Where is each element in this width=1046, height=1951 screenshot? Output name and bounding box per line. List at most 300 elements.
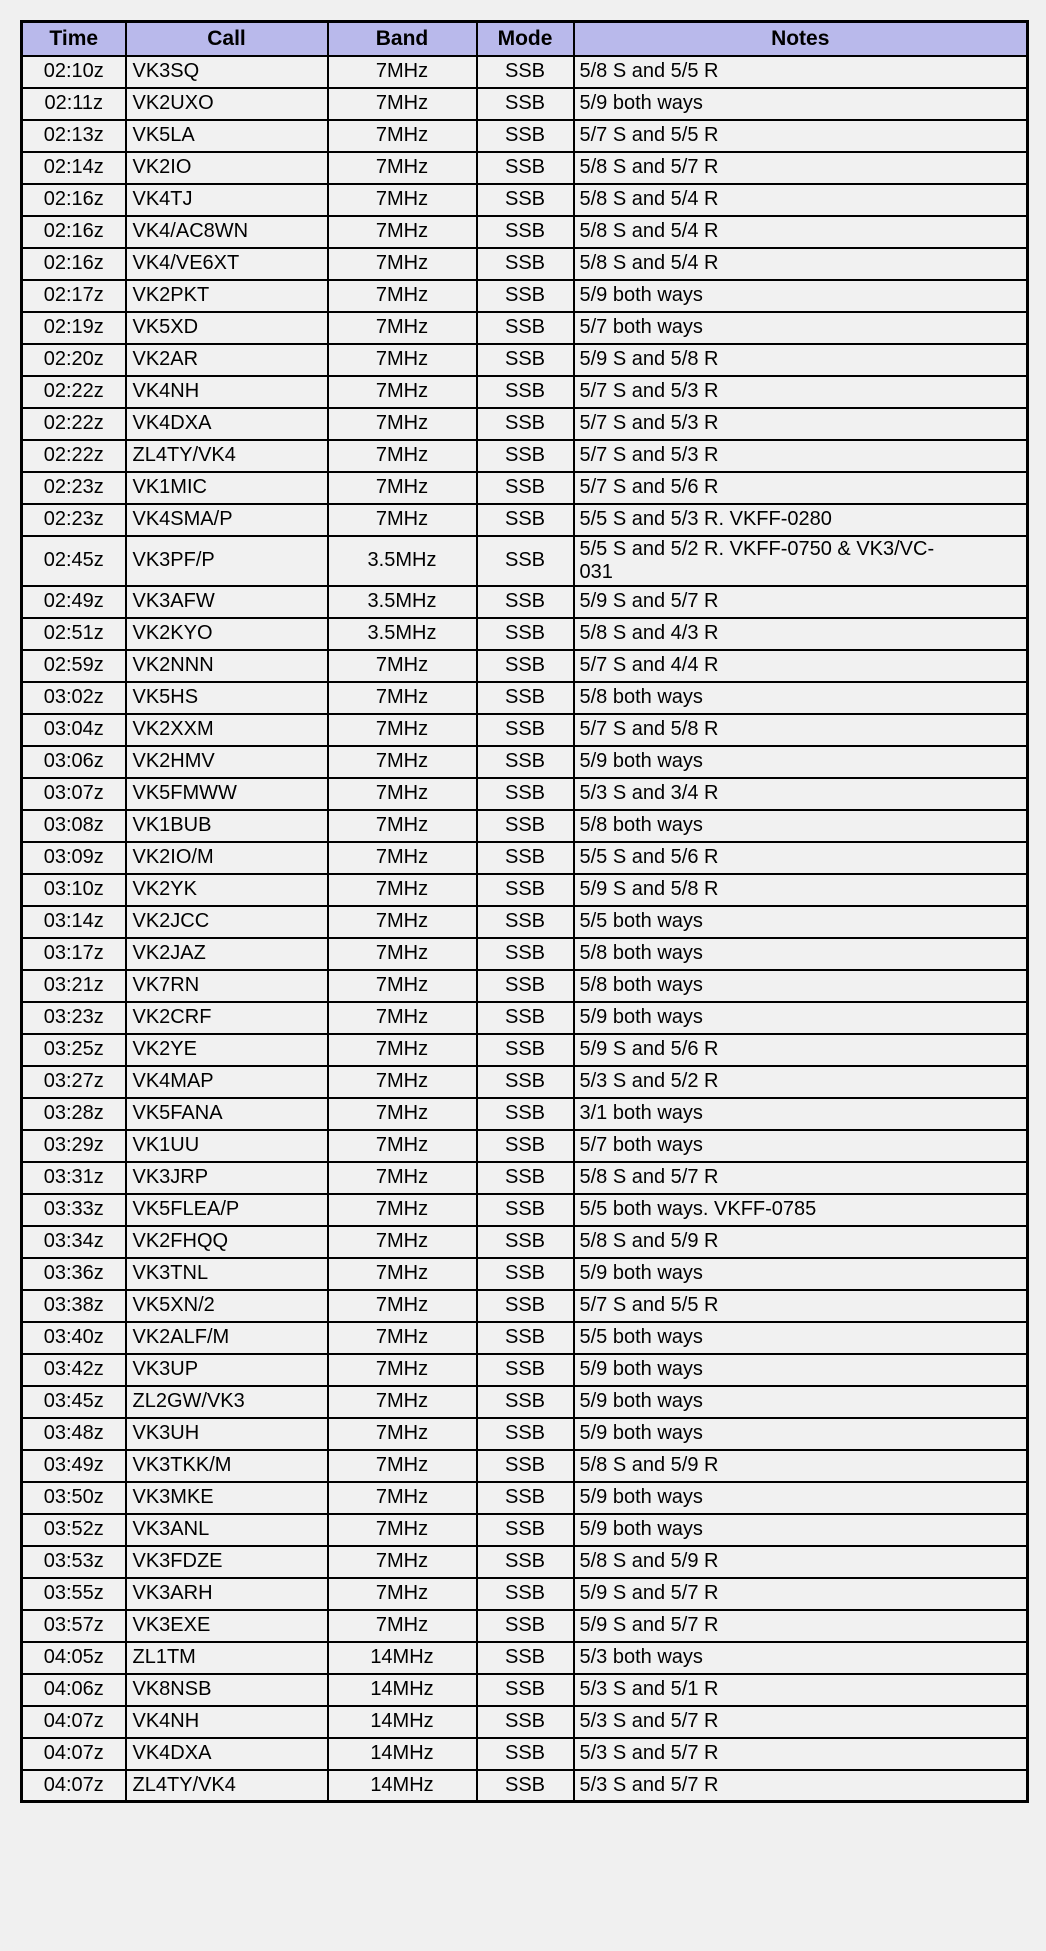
log-row — [22, 184, 1028, 216]
cell-mode: SSB — [477, 1258, 574, 1290]
cell-notes: 5/9 S and 5/7 R — [574, 586, 1028, 618]
cell-time: 04:07z — [22, 1770, 126, 1802]
log-row — [22, 1034, 1028, 1066]
log-row — [22, 376, 1028, 408]
cell-time: 03:57z — [22, 1610, 126, 1642]
cell-band: 7MHz — [328, 1098, 477, 1130]
cell-notes: 5/9 both ways — [574, 1258, 1028, 1290]
cell-call: ZL4TY/VK4 — [126, 1770, 328, 1802]
cell-time: 02:17z — [22, 280, 126, 312]
cell-band: 7MHz — [328, 874, 477, 906]
log-row — [22, 1130, 1028, 1162]
cell-mode: SSB — [477, 650, 574, 682]
cell-mode: SSB — [477, 1354, 574, 1386]
log-row — [22, 682, 1028, 714]
log-row — [22, 472, 1028, 504]
log-row — [22, 1258, 1028, 1290]
cell-mode: SSB — [477, 280, 574, 312]
cell-time: 03:07z — [22, 778, 126, 810]
cell-time: 03:34z — [22, 1226, 126, 1258]
cell-time: 04:05z — [22, 1642, 126, 1674]
log-table-header — [22, 22, 1028, 56]
cell-mode: SSB — [477, 1130, 574, 1162]
cell-notes: 5/8 S and 4/3 R — [574, 618, 1028, 650]
cell-notes: 5/9 both ways — [574, 1386, 1028, 1418]
cell-mode: SSB — [477, 376, 574, 408]
cell-mode: SSB — [477, 778, 574, 810]
cell-time: 03:49z — [22, 1450, 126, 1482]
log-row — [22, 1322, 1028, 1354]
cell-mode: SSB — [477, 1162, 574, 1194]
cell-mode: SSB — [477, 536, 574, 586]
cell-time: 03:21z — [22, 970, 126, 1002]
cell-time: 03:14z — [22, 906, 126, 938]
cell-band: 7MHz — [328, 472, 477, 504]
cell-call: VK5FANA — [126, 1098, 328, 1130]
cell-time: 03:33z — [22, 1194, 126, 1226]
cell-call: VK3JRP — [126, 1162, 328, 1194]
log-row — [22, 1066, 1028, 1098]
cell-band: 7MHz — [328, 88, 477, 120]
log-row — [22, 1642, 1028, 1674]
log-row — [22, 1002, 1028, 1034]
cell-call: VK2UXO — [126, 88, 328, 120]
cell-mode: SSB — [477, 120, 574, 152]
cell-call: VK2HMV — [126, 746, 328, 778]
cell-call: VK3UP — [126, 1354, 328, 1386]
cell-call: VK3ARH — [126, 1578, 328, 1610]
cell-notes: 5/7 S and 5/5 R — [574, 120, 1028, 152]
cell-band: 7MHz — [328, 1578, 477, 1610]
cell-mode: SSB — [477, 1098, 574, 1130]
log-row — [22, 440, 1028, 472]
cell-mode: SSB — [477, 970, 574, 1002]
cell-notes: 5/8 both ways — [574, 810, 1028, 842]
cell-call: VK4DXA — [126, 1738, 328, 1770]
cell-mode: SSB — [477, 906, 574, 938]
cell-mode: SSB — [477, 1706, 574, 1738]
cell-notes: 5/9 both ways — [574, 1354, 1028, 1386]
cell-band: 7MHz — [328, 1482, 477, 1514]
cell-notes: 5/9 S and 5/8 R — [574, 874, 1028, 906]
cell-mode: SSB — [477, 88, 574, 120]
cell-band: 7MHz — [328, 778, 477, 810]
cell-band: 7MHz — [328, 184, 477, 216]
cell-time: 02:23z — [22, 472, 126, 504]
log-row — [22, 1482, 1028, 1514]
cell-mode: SSB — [477, 1674, 574, 1706]
cell-band: 7MHz — [328, 1354, 477, 1386]
cell-time: 02:10z — [22, 56, 126, 88]
cell-notes: 5/9 both ways — [574, 1482, 1028, 1514]
cell-notes: 5/9 both ways — [574, 88, 1028, 120]
log-row — [22, 1098, 1028, 1130]
cell-mode: SSB — [477, 56, 574, 88]
cell-mode: SSB — [477, 1066, 574, 1098]
cell-mode: SSB — [477, 216, 574, 248]
cell-band: 7MHz — [328, 938, 477, 970]
cell-call: VK3MKE — [126, 1482, 328, 1514]
cell-time: 04:07z — [22, 1706, 126, 1738]
cell-notes: 5/5 S and 5/6 R — [574, 842, 1028, 874]
log-row — [22, 1514, 1028, 1546]
cell-notes: 5/8 S and 5/4 R — [574, 184, 1028, 216]
cell-band: 7MHz — [328, 1290, 477, 1322]
log-row — [22, 714, 1028, 746]
log-row — [22, 1418, 1028, 1450]
log-row — [22, 1674, 1028, 1706]
cell-band: 14MHz — [328, 1642, 477, 1674]
log-row — [22, 650, 1028, 682]
log-row — [22, 504, 1028, 536]
cell-mode: SSB — [477, 1002, 574, 1034]
cell-mode: SSB — [477, 810, 574, 842]
log-row — [22, 344, 1028, 376]
cell-time: 04:06z — [22, 1674, 126, 1706]
cell-time: 02:16z — [22, 184, 126, 216]
cell-band: 7MHz — [328, 248, 477, 280]
cell-notes: 5/7 S and 4/4 R — [574, 650, 1028, 682]
cell-call: VK2KYO — [126, 618, 328, 650]
cell-band: 7MHz — [328, 504, 477, 536]
cell-notes: 5/3 S and 5/7 R — [574, 1706, 1028, 1738]
cell-band: 7MHz — [328, 312, 477, 344]
cell-band: 7MHz — [328, 344, 477, 376]
log-row — [22, 938, 1028, 970]
cell-notes: 5/8 S and 5/9 R — [574, 1546, 1028, 1578]
cell-call: VK4/AC8WN — [126, 216, 328, 248]
cell-mode: SSB — [477, 842, 574, 874]
cell-notes: 5/7 S and 5/6 R — [574, 472, 1028, 504]
cell-call: ZL1TM — [126, 1642, 328, 1674]
cell-time: 03:40z — [22, 1322, 126, 1354]
log-row — [22, 280, 1028, 312]
cell-call: ZL4TY/VK4 — [126, 440, 328, 472]
log-table-body — [22, 56, 1028, 1802]
cell-call: VK3ANL — [126, 1514, 328, 1546]
cell-mode: SSB — [477, 472, 574, 504]
cell-time: 03:02z — [22, 682, 126, 714]
cell-band: 7MHz — [328, 1322, 477, 1354]
cell-mode: SSB — [477, 504, 574, 536]
cell-mode: SSB — [477, 682, 574, 714]
cell-time: 03:36z — [22, 1258, 126, 1290]
cell-call: ZL2GW/VK3 — [126, 1386, 328, 1418]
log-row — [22, 120, 1028, 152]
cell-call: VK2YK — [126, 874, 328, 906]
cell-time: 02:14z — [22, 152, 126, 184]
cell-mode: SSB — [477, 408, 574, 440]
cell-mode: SSB — [477, 1418, 574, 1450]
log-row — [22, 152, 1028, 184]
cell-notes: 5/7 S and 5/5 R — [574, 1290, 1028, 1322]
cell-notes: 5/8 both ways — [574, 682, 1028, 714]
cell-band: 7MHz — [328, 1514, 477, 1546]
cell-band: 3.5MHz — [328, 536, 477, 586]
log-row — [22, 1162, 1028, 1194]
cell-time: 04:07z — [22, 1738, 126, 1770]
cell-call: VK8NSB — [126, 1674, 328, 1706]
cell-mode: SSB — [477, 1034, 574, 1066]
cell-call: VK2YE — [126, 1034, 328, 1066]
cell-time: 02:22z — [22, 408, 126, 440]
cell-band: 7MHz — [328, 1066, 477, 1098]
cell-notes: 5/3 S and 3/4 R — [574, 778, 1028, 810]
cell-notes: 5/8 both ways — [574, 970, 1028, 1002]
cell-time: 02:49z — [22, 586, 126, 618]
cell-time: 02:20z — [22, 344, 126, 376]
cell-time: 02:16z — [22, 216, 126, 248]
cell-band: 7MHz — [328, 120, 477, 152]
cell-time: 03:09z — [22, 842, 126, 874]
cell-time: 03:28z — [22, 1098, 126, 1130]
cell-call: VK3FDZE — [126, 1546, 328, 1578]
log-row — [22, 1610, 1028, 1642]
cell-call: VK3TKK/M — [126, 1450, 328, 1482]
cell-call: VK5FMWW — [126, 778, 328, 810]
log-row — [22, 1290, 1028, 1322]
cell-band: 14MHz — [328, 1674, 477, 1706]
cell-call: VK2CRF — [126, 1002, 328, 1034]
column-header-time: Time — [22, 22, 126, 56]
cell-time: 03:45z — [22, 1386, 126, 1418]
log-row — [22, 1578, 1028, 1610]
cell-band: 7MHz — [328, 1258, 477, 1290]
cell-call: VK1UU — [126, 1130, 328, 1162]
cell-notes: 5/7 S and 5/3 R — [574, 408, 1028, 440]
cell-mode: SSB — [477, 618, 574, 650]
log-row — [22, 1194, 1028, 1226]
log-row — [22, 1386, 1028, 1418]
cell-band: 7MHz — [328, 714, 477, 746]
cell-time: 02:45z — [22, 536, 126, 586]
cell-time: 03:23z — [22, 1002, 126, 1034]
cell-mode: SSB — [477, 1386, 574, 1418]
cell-mode: SSB — [477, 938, 574, 970]
column-header-band: Band — [328, 22, 477, 56]
cell-notes: 5/8 both ways — [574, 938, 1028, 970]
cell-time: 03:48z — [22, 1418, 126, 1450]
cell-mode: SSB — [477, 1226, 574, 1258]
log-row — [22, 1706, 1028, 1738]
cell-notes: 5/9 S and 5/7 R — [574, 1610, 1028, 1642]
cell-call: VK2IO — [126, 152, 328, 184]
cell-notes: 5/5 both ways — [574, 906, 1028, 938]
cell-mode: SSB — [477, 586, 574, 618]
cell-band: 7MHz — [328, 216, 477, 248]
cell-time: 03:08z — [22, 810, 126, 842]
log-row — [22, 778, 1028, 810]
cell-mode: SSB — [477, 874, 574, 906]
cell-call: VK2FHQQ — [126, 1226, 328, 1258]
cell-time: 03:17z — [22, 938, 126, 970]
cell-band: 7MHz — [328, 56, 477, 88]
cell-notes: 5/9 S and 5/8 R — [574, 344, 1028, 376]
cell-band: 7MHz — [328, 906, 477, 938]
cell-notes: 5/8 S and 5/7 R — [574, 1162, 1028, 1194]
cell-call: VK4NH — [126, 376, 328, 408]
cell-notes: 5/3 S and 5/7 R — [574, 1738, 1028, 1770]
cell-mode: SSB — [477, 312, 574, 344]
cell-call: VK2IO/M — [126, 842, 328, 874]
cell-time: 03:38z — [22, 1290, 126, 1322]
cell-notes: 5/7 S and 5/3 R — [574, 376, 1028, 408]
cell-band: 7MHz — [328, 280, 477, 312]
cell-notes: 5/3 both ways — [574, 1642, 1028, 1674]
cell-band: 7MHz — [328, 376, 477, 408]
cell-notes: 5/9 both ways — [574, 1514, 1028, 1546]
cell-call: VK2ALF/M — [126, 1322, 328, 1354]
cell-band: 14MHz — [328, 1770, 477, 1802]
cell-mode: SSB — [477, 1482, 574, 1514]
cell-call: VK3SQ — [126, 56, 328, 88]
cell-time: 03:10z — [22, 874, 126, 906]
cell-notes: 5/7 both ways — [574, 1130, 1028, 1162]
cell-notes: 5/9 S and 5/7 R — [574, 1578, 1028, 1610]
cell-call: VK4NH — [126, 1706, 328, 1738]
log-row — [22, 56, 1028, 88]
cell-time: 03:25z — [22, 1034, 126, 1066]
cell-mode: SSB — [477, 184, 574, 216]
cell-band: 7MHz — [328, 152, 477, 184]
cell-band: 7MHz — [328, 682, 477, 714]
cell-call: VK3EXE — [126, 1610, 328, 1642]
log-row — [22, 842, 1028, 874]
cell-call: VK3PF/P — [126, 536, 328, 586]
cell-band: 7MHz — [328, 1610, 477, 1642]
cell-notes: 3/1 both ways — [574, 1098, 1028, 1130]
cell-mode: SSB — [477, 440, 574, 472]
cell-notes: 5/3 S and 5/2 R — [574, 1066, 1028, 1098]
contact-log-table — [20, 20, 1029, 1803]
log-row — [22, 408, 1028, 440]
cell-band: 7MHz — [328, 1226, 477, 1258]
cell-notes: 5/8 S and 5/5 R — [574, 56, 1028, 88]
cell-band: 7MHz — [328, 1002, 477, 1034]
cell-mode: SSB — [477, 1194, 574, 1226]
cell-time: 02:13z — [22, 120, 126, 152]
cell-notes: 5/9 both ways — [574, 280, 1028, 312]
cell-call: VK2JAZ — [126, 938, 328, 970]
cell-time: 03:50z — [22, 1482, 126, 1514]
cell-band: 7MHz — [328, 440, 477, 472]
cell-notes: 5/9 both ways — [574, 746, 1028, 778]
cell-mode: SSB — [477, 1290, 574, 1322]
cell-notes: 5/8 S and 5/9 R — [574, 1450, 1028, 1482]
cell-band: 7MHz — [328, 1162, 477, 1194]
log-row — [22, 216, 1028, 248]
cell-notes: 5/7 both ways — [574, 312, 1028, 344]
cell-mode: SSB — [477, 714, 574, 746]
log-row — [22, 1546, 1028, 1578]
cell-time: 03:04z — [22, 714, 126, 746]
cell-call: VK2XXM — [126, 714, 328, 746]
cell-band: 7MHz — [328, 970, 477, 1002]
cell-time: 03:06z — [22, 746, 126, 778]
log-row — [22, 1354, 1028, 1386]
cell-band: 3.5MHz — [328, 618, 477, 650]
cell-call: VK2NNN — [126, 650, 328, 682]
cell-time: 03:52z — [22, 1514, 126, 1546]
cell-call: VK1BUB — [126, 810, 328, 842]
cell-call: VK3TNL — [126, 1258, 328, 1290]
cell-band: 7MHz — [328, 1546, 477, 1578]
cell-call: VK5LA — [126, 120, 328, 152]
cell-mode: SSB — [477, 1514, 574, 1546]
log-row — [22, 586, 1028, 618]
cell-time: 02:23z — [22, 504, 126, 536]
cell-notes: 5/9 both ways — [574, 1418, 1028, 1450]
cell-notes: 5/8 S and 5/9 R — [574, 1226, 1028, 1258]
log-row — [22, 248, 1028, 280]
cell-time: 02:19z — [22, 312, 126, 344]
cell-band: 14MHz — [328, 1738, 477, 1770]
cell-time: 03:31z — [22, 1162, 126, 1194]
cell-time: 03:27z — [22, 1066, 126, 1098]
cell-notes: 5/9 both ways — [574, 1002, 1028, 1034]
log-row — [22, 874, 1028, 906]
log-row — [22, 88, 1028, 120]
log-row — [22, 312, 1028, 344]
cell-band: 14MHz — [328, 1706, 477, 1738]
cell-band: 7MHz — [328, 650, 477, 682]
cell-call: VK2AR — [126, 344, 328, 376]
cell-call: VK4DXA — [126, 408, 328, 440]
cell-notes: 5/8 S and 5/4 R — [574, 248, 1028, 280]
cell-notes: 5/5 S and 5/3 R. VKFF-0280 — [574, 504, 1028, 536]
log-row — [22, 1738, 1028, 1770]
cell-call: VK4MAP — [126, 1066, 328, 1098]
cell-call: VK5HS — [126, 682, 328, 714]
cell-mode: SSB — [477, 746, 574, 778]
cell-mode: SSB — [477, 248, 574, 280]
log-row — [22, 970, 1028, 1002]
cell-time: 02:16z — [22, 248, 126, 280]
cell-call: VK2JCC — [126, 906, 328, 938]
cell-call: VK5FLEA/P — [126, 1194, 328, 1226]
cell-notes: 5/3 S and 5/7 R — [574, 1770, 1028, 1802]
cell-call: VK3AFW — [126, 586, 328, 618]
cell-notes: 5/5 S and 5/2 R. VKFF-0750 & VK3/VC-031 — [574, 536, 1028, 586]
cell-call: VK1MIC — [126, 472, 328, 504]
cell-time: 02:22z — [22, 376, 126, 408]
column-header-mode: Mode — [477, 22, 574, 56]
log-row — [22, 536, 1028, 586]
cell-band: 7MHz — [328, 810, 477, 842]
cell-band: 7MHz — [328, 1194, 477, 1226]
log-row — [22, 906, 1028, 938]
cell-notes: 5/9 S and 5/6 R — [574, 1034, 1028, 1066]
cell-notes: 5/5 both ways. VKFF-0785 — [574, 1194, 1028, 1226]
cell-mode: SSB — [477, 1546, 574, 1578]
log-row — [22, 1226, 1028, 1258]
cell-call: VK4SMA/P — [126, 504, 328, 536]
cell-band: 7MHz — [328, 1034, 477, 1066]
cell-band: 3.5MHz — [328, 586, 477, 618]
cell-notes: 5/5 both ways — [574, 1322, 1028, 1354]
log-row — [22, 1770, 1028, 1802]
cell-band: 7MHz — [328, 746, 477, 778]
cell-mode: SSB — [477, 1642, 574, 1674]
cell-band: 7MHz — [328, 1418, 477, 1450]
cell-band: 7MHz — [328, 1386, 477, 1418]
cell-mode: SSB — [477, 1738, 574, 1770]
cell-band: 7MHz — [328, 1450, 477, 1482]
cell-call: VK3UH — [126, 1418, 328, 1450]
cell-call: VK5XD — [126, 312, 328, 344]
column-header-call: Call — [126, 22, 328, 56]
cell-notes: 5/8 S and 5/7 R — [574, 152, 1028, 184]
